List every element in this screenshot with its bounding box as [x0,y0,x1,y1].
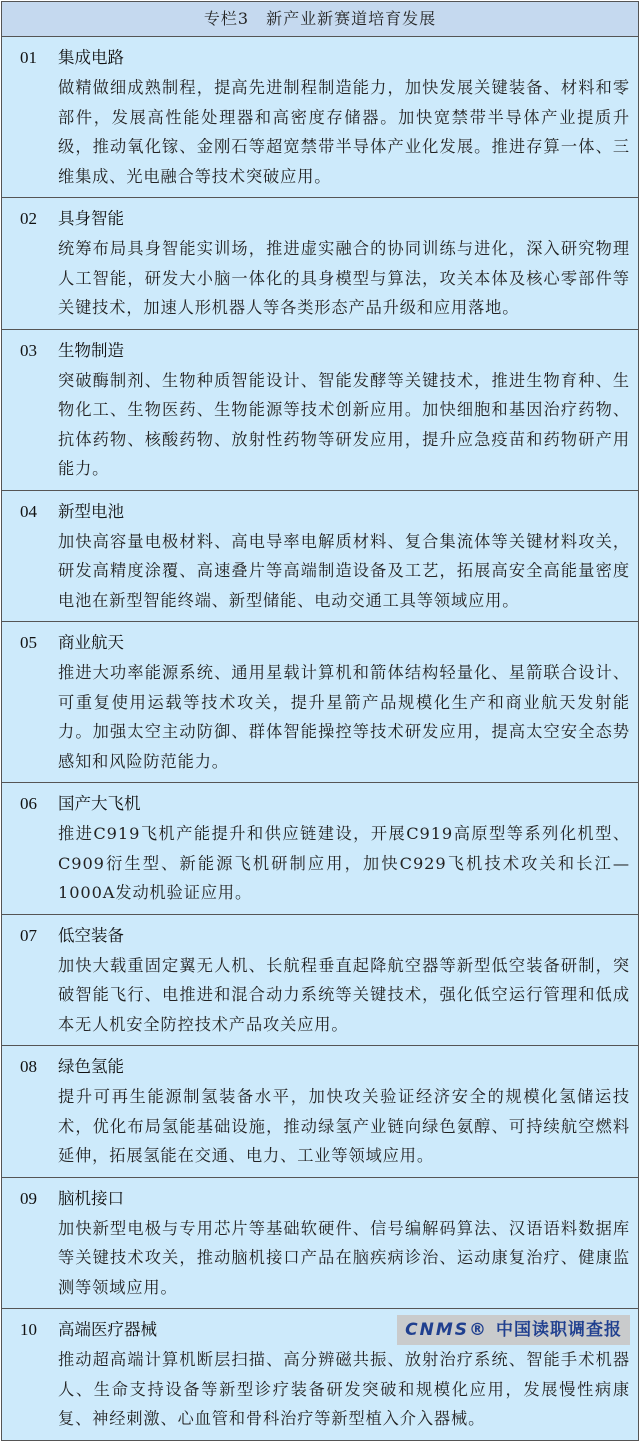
item-title: 脑机接口 [58,1188,124,1208]
table-row [2,783,638,915]
item-description: 提升可再生能源制氢装备水平，加快攻关验证经济安全的规模化氢储运技术，优化布局氢能基础设施，推动绿氢产业链向绿色氨醇、可持续航空燃料延伸，拓展氢能在交通、电力、工业等领域应用。 [58,1087,630,1165]
item-number: 09 [20,1188,37,1208]
item-number: 05 [20,633,37,652]
item-heading [2,43,630,73]
item-description: 加快新型电极与专用芯片等基础软硬件、信号编解码算法、汉语语料数据库等关键技术攻关，推动脑机接口产品在脑疾病诊治、运动康复治疗、健康监测等领域应用。 [58,1218,630,1297]
item-title: 绿色氢能 [58,1057,124,1076]
item-heading [2,336,630,366]
item-title: 国产大飞机 [58,794,141,813]
item-title: 高端医疗器械 [58,1320,157,1339]
item-heading [2,497,630,527]
item-description: 做精做细成熟制程，提高先进制程制造能力，加快发展关键装备、材料和零部件，发展高性能处理器和高密度存储器。加快宽禁带半导体产业提质升级，推动氧化镓、金刚石等超宽禁带半导体产业化发展。推进存算一体、三维集成、光电融合等技术突破应用。 [58,78,630,186]
item-heading [2,1184,630,1214]
watermark-name: 中国读职调查报 [496,1320,622,1340]
watermark [397,1315,630,1345]
table-row [2,491,638,623]
item-title: 低空装备 [58,925,124,945]
item-heading [2,628,630,658]
item-description: 推动超高端计算机断层扫描、高分辨磁共振、放射治疗系统、智能手术机器人、生命支持设备等新型诊疗装备研发突破和规模化应用，发展慢性病康复、神经刺激、心血管和骨科治疗等新型植入介入器械。 [58,1350,630,1428]
item-title: 新型电池 [58,501,124,521]
item-heading [2,921,630,951]
item-title: 具身智能 [58,209,124,228]
item-number: 07 [20,925,37,945]
item-description: 推进大功率能源系统、通用星载计算机和箭体结构轻量化、星箭联合设计、可重复使用运载等技术攻关，提升星箭产品规模化生产和商业航天发射能力。加强太空主动防御、群体智能操控等技术研发应用，提高太空安全态势感知和风险防范能力。 [58,663,630,771]
table-row [2,622,638,783]
item-heading [2,204,630,234]
item-title: 商业航天 [58,633,124,652]
table-row [2,1046,638,1178]
table-row [2,1309,638,1440]
item-number: 03 [20,340,37,360]
item-number: 02 [20,209,37,228]
table-row [2,37,638,198]
item-number: 01 [20,48,37,67]
item-description: 加快大载重固定翼无人机、长航程垂直起降航空器等新型低空装备研制，突破智能飞行、电推进和混合动力系统等关键技术，强化低空运行管理和低成本无人机安全防控技术产品攻关应用。 [58,955,630,1034]
item-number: 04 [20,501,37,521]
watermark-logo: CNMS® [405,1320,488,1340]
table-row [2,330,638,491]
item-number: 08 [20,1057,37,1076]
item-number: 06 [20,794,37,813]
item-heading [2,789,630,819]
table-title: 专栏3 新产业新赛道培育发展 [2,2,638,37]
table-row [2,915,638,1047]
item-description: 突破酶制剂、生物种质智能设计、智能发酵等关键技术，推进生物育种、生物化工、生物医药、生物能源等技术创新应用。加快细胞和基因治疗药物、抗体药物、核酸药物、放射性药物等研发应用，提升应急疫苗和药物研产用能力。 [58,370,630,478]
item-heading [2,1315,630,1345]
table-row [2,198,638,330]
item-description: 加快高容量电极材料、高电导率电解质材料、复合集流体等关键材料攻关，研发高精度涂覆、高速叠片等高端制造设备及工艺，拓展高安全高能量密度电池在新型智能终端、新型储能、电动交通工具等领域应用。 [58,531,630,610]
item-description: 推进C919飞机产能提升和供应链建设，开展C919高原型等系列化机型、C909衍生型、新能源飞机研制应用，加快C929飞机技术攻关和长江—1000A发动机验证应用。 [58,824,630,902]
table-body [2,37,638,1440]
item-title: 生物制造 [58,340,124,360]
table-row [2,1178,638,1310]
item-title: 集成电路 [58,48,124,67]
feature-table [1,1,639,1441]
item-number: 10 [20,1320,37,1339]
item-heading [2,1052,630,1082]
item-description: 统筹布局具身智能实训场，推进虚实融合的协同训练与进化，深入研究物理人工智能，研发大小脑一体化的具身模型与算法，攻关本体及核心零部件等关键技术，加速人形机器人等各类形态产品升级和应用落地。 [58,239,630,317]
